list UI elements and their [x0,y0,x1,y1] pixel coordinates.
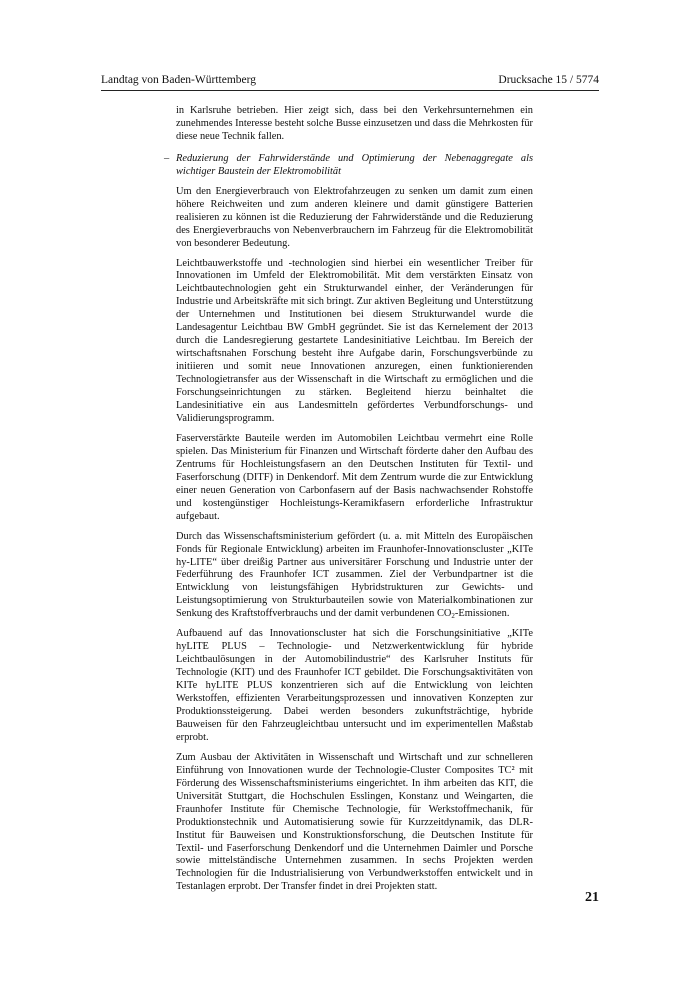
page-number: 21 [585,890,599,905]
header-document-number: Drucksache 15 / 5774 [498,74,599,86]
paragraph-kite-hylite-tail: -Emissionen. [454,608,510,620]
list-dash: – [164,152,170,164]
body-text [164,105,533,901]
co2-subscript: 2 [451,612,455,621]
section-subheading-text: Reduzierung der Fahrwiderstände und Optimierung der Nebenaggregate als wichtiger Baustein der Elektromobilität [176,152,533,177]
paragraph-fiber-reinforced: Faserverstärkte Bauteile werden im Automobilen Leichtbau vermehrt eine Rolle spielen. Das Ministerium für Finanzen und Wirtschaft förderte daher den Aufbau des Zentrums für Hochleistungsfasern an den Deutschen Instituten für Textil- und Faserforschung (DITF) in Denkendorf. Mit dem Zentrum wurde die zur Entwicklung einer neuen Generation von Carbonfasern auf der Basis nachwachsender Rohstoffe und kostengünstiger Hochleistungs-Keramikfasern erforderliche Infrastruktur aufgebaut. [176,432,533,522]
section-subheading [164,152,533,179]
running-header [101,73,599,87]
paragraph-energy-consumption: Um den Energieverbrauch von Elektrofahrzeugen zu senken um damit zum einen höhere Reichweiten und zum anderen kleinere und damit günstigere Batterien realisieren zu können ist die Reduzierung der Fahrwiderstände und die Reduzierung des Energieverbrauchs von Nebenverbrauchern im Fahrzeug für die Elektromobilität von besonderer Bedeutung. [176,185,533,249]
paragraph-continuation: in Karlsruhe betrieben. Hier zeigt sich, dass bei den Verkehrsunternehmen ein zunehmendes Interesse besteht solche Busse einzusetzen und dass die Mehrkosten für diese neue Technik fallen. [176,105,533,142]
paragraph-kite-hylite [176,531,533,622]
header-parliament-name: Landtag von Baden-Württemberg [101,74,256,86]
paragraph-technology-cluster: Zum Ausbau der Aktivitäten in Wissenschaft und Wirtschaft und zur schnelleren Einführung von Innovationen wurde der Technologie-Cluster Composites TC² mit Förderung des Wissenschaftsministeriums eingerichtet. In ihm arbeiten das KIT, die Universität Stuttgart, die Hochschulen Esslingen, Konstanz und Weingarten, die Fraunhofer Institute für Chemische Technologie, für Werkstoffmechanik, für Produktionstechnik und Automatisierung sowie für Kurzzeitdynamik, das DLR-Institut für Bauweisen und Konstruktionsforschung, die Deutschen Institute für Textil- und Faserforschung Denkendorf und die Unternehmen Daimler und Porsche sowie mittelständische Unternehmen zusammen. In sechs Projekten werden Technologien für die Industrialisierung von Verbundwerkstoffen entwickelt und in Testanlagen erprobt. Der Transfer findet in drei Projekten statt. [176,751,533,893]
header-divider [101,90,599,91]
paragraph-lightweight-materials: Leichtbauwerkstoffe und -technologien sind hierbei ein wesentlicher Treiber für Innovationen im Umfeld der Elektromobilität. Mit dem verstärkten Einsatz von Leichtbautechnologien geht ein Strukturwandel einher, der Veränderungen für Industrie und Arbeitskräfte mit sich bringt. Zur aktiven Begleitung und Unterstützung der Unternehmen und Institutionen bei diesem Strukturwandel wurde die Landesagentur Leichtbau BW GmbH gegründet. Sie ist das Kernelement der 2013 durch die Landesregierung gestartete Landesinitiative Leichtbau. Im Bereich der wirtschaftsnahen Forschung besteht ihre Aufgabe darin, Forschungsverbünde zu initiieren und somit neue Innovationen anzuregen, einen funktionierenden Technologietransfer aus der Wissenschaft in die Wirtschaft zu ermöglichen und die Forschungseinrichtungen zu stärken. Begleitend hierzu beinhaltet die Landesinitiative ein aus Landesmitteln gefördertes Verbundforschungs- und Validierungsprogramm. [176,257,533,424]
paragraph-kite-hylite-plus: Aufbauend auf das Innovationscluster hat sich die Forschungsinitiative „KITe hyLITE PLUS – Technologie- und Netzwerkentwicklung für hybride Leichtbaulösungen in der Automobilindustrie“ des Karlsruher Instituts für Technologie (KIT) und des Fraunhofer ICT gebildet. Die Forschungsaktivitäten von KITe hyLITE PLUS konzentrieren sich auf die Entwicklung von leichten Werkstoffen, effizienten Verarbeitungsprozessen und innovativen Konzepten zur Produktionssteigerung. Dabei werden besonders zukunftsträchtige, hybride Bauweisen für den Fahrzeugleichtbau untersucht und im experimentellen Maßstab erprobt. [176,628,533,743]
paragraph-kite-hylite-text: Durch das Wissenschaftsministerium gefördert (u. a. mit Mitteln des Europäischen Fonds für Regionale Entwicklung) arbeiten im Fraunhofer-Innovationscluster „KITe hy-LITE“ über dreißig Partner aus universitärer Forschung und Industrie unter der Federführung des Fraunhofer ICT zusammen. Ziel der Verbundpartner ist die Entwicklung von leistungsfähigen Hybridstrukturen zur Gewichts- und Leistungsoptimierung von Strukturbauteilen sowie von Materialkombinationen zur Senkung des Kraftstoffverbrauchs und der damit verbundenen CO [176,530,533,620]
